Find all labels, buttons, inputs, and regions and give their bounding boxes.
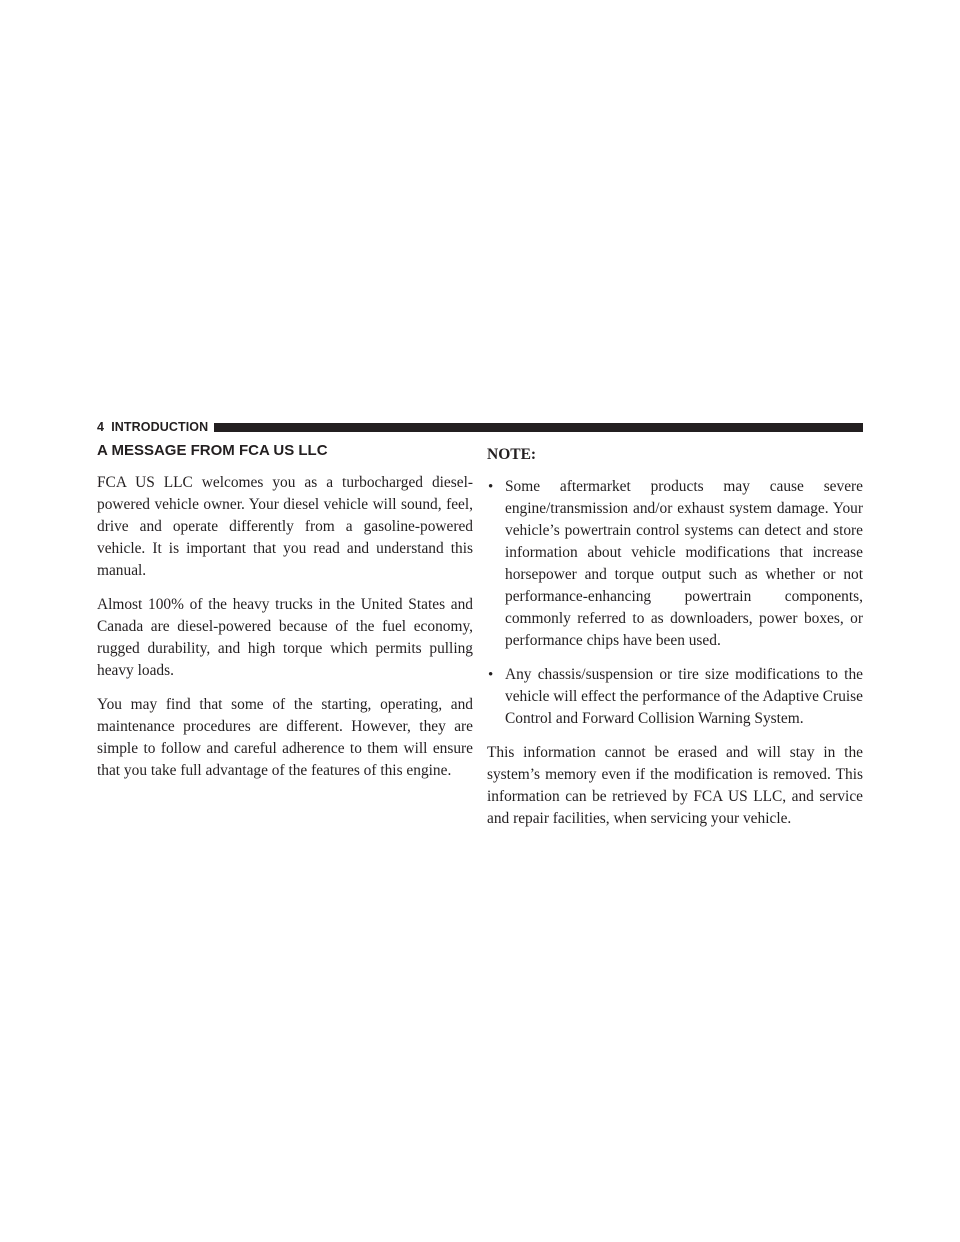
list-item [487, 476, 863, 652]
note-bullet-list [487, 476, 863, 730]
header-rule [214, 423, 863, 432]
left-column [97, 441, 473, 794]
section-title: INTRODUCTION [111, 420, 209, 434]
page-number: 4 [97, 420, 105, 434]
paragraph: FCA US LLC welcomes you as a turbocharged diesel-powered vehicle owner. Your diesel vehicle will sound, feel, drive and operate differently from a gasoline-powered vehicle. It is important that you read and understand this manual. [97, 474, 473, 579]
bullet-icon: • [488, 479, 494, 495]
bullet-text: Any chassis/suspension or tire size modifications to the vehicle will effect the performance of the Adaptive Cruise Control and Forward Collision Warning System. [505, 666, 863, 727]
page-header-label [97, 420, 208, 434]
bullet-icon: • [488, 667, 494, 683]
page-header [97, 420, 863, 434]
paragraph: Almost 100% of the heavy trucks in the United States and Canada are diesel-powered because of the fuel economy, rugged durability, and high torque which permits pulling heavy loads. [97, 596, 473, 679]
bullet-text: Some aftermarket products may cause severe engine/transmission and/or exhaust system damage. Your vehicle’s powertrain control systems can detect and store information about vehicle modifications that increase horsepower and torque output such as whether or not performance-enhancing powertrain components, commonly referred to as downloaders, power boxes, or performance chips have been used. [505, 478, 863, 649]
closing-paragraph: This information cannot be erased and will stay in the system’s memory even if the modification is removed. This information can be retrieved by FCA US LLC, and service and repair facilities, when servicing your vehicle. [487, 744, 863, 827]
section-heading: A MESSAGE FROM FCA US LLC [97, 442, 328, 459]
note-label: NOTE: [487, 446, 537, 463]
paragraph: You may find that some of the starting, operating, and maintenance procedures are different. However, they are simple to follow and careful adherence to them will ensure that you take full advantage of the features of this engine. [97, 696, 473, 779]
right-column [487, 441, 863, 842]
list-item [487, 664, 863, 730]
